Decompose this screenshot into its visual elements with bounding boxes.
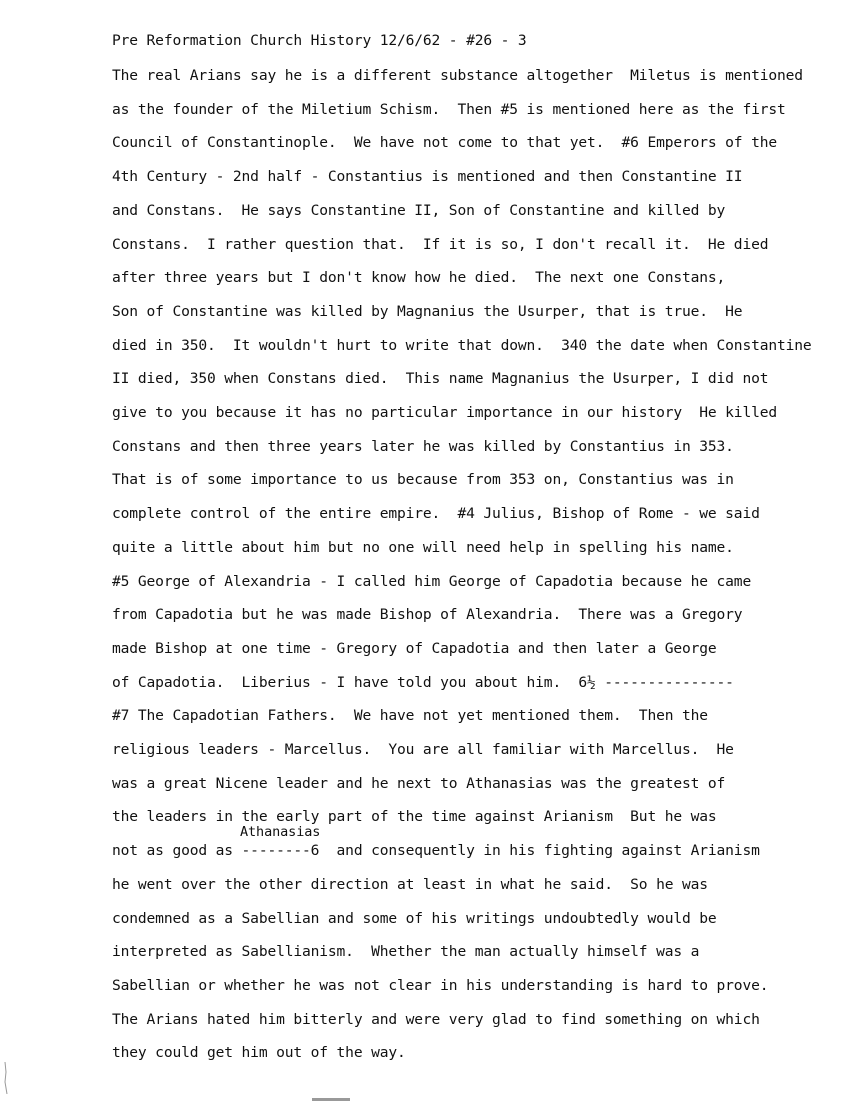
bottom-edge-mark	[312, 1098, 350, 1101]
text-line: they could get him out of the way.	[112, 1044, 406, 1062]
page-header: Pre Reformation Church History 12/6/62 - #26 - 3	[112, 32, 527, 49]
text-line: died in 350. It wouldn't hurt to write that down. 340 the date when Constantine	[112, 336, 812, 354]
text-line: was a great Nicene leader and he next to Athanasias was the greatest of	[112, 774, 726, 792]
text-line: Constans. I rather question that. If it is so, I don't recall it. He died	[112, 235, 769, 253]
text-line: from Capadotia but he was made Bishop of Alexandria. There was a Gregory	[112, 606, 743, 624]
text-line: condemned as a Sabellian and some of his writings undoubtedly would be	[112, 909, 717, 927]
text-line: quite a little about him but no one will need help in spelling his name.	[112, 538, 734, 556]
text-line: of Capadotia. Liberius - I have told you about him. 6½ ---------------	[112, 673, 734, 691]
text-line: #7 The Capadotian Fathers. We have not yet mentioned them. Then the	[112, 707, 708, 725]
text-line: Constans and then three years later he was killed by Constantius in 353.	[112, 437, 734, 455]
text-line: made Bishop at one time - Gregory of Capadotia and then later a George	[112, 639, 717, 657]
text-line: II died, 350 when Constans died. This name Magnanius the Usurper, I did not	[112, 370, 769, 388]
text-line: complete control of the entire empire. #4 Julius, Bishop of Rome - we said	[112, 505, 760, 523]
handwritten-insertion: Athanasias	[240, 824, 321, 840]
text-line: after three years but I don't know how he died. The next one Constans,	[112, 269, 726, 287]
text-line: That is of some importance to us because from 353 on, Constantius was in	[112, 471, 734, 489]
text-line: interpreted as Sabellianism. Whether the man actually himself was a	[112, 943, 700, 961]
text-line: Council of Constantinople. We have not come to that yet. #6 Emperors of the	[112, 134, 777, 152]
text-line: give to you because it has no particular importance in our history He killed	[112, 404, 777, 421]
text-line: the leaders in the early part of the time against Arianism But he was	[112, 808, 717, 826]
text-line: religious leaders - Marcellus. You are all familiar with Marcellus. He	[112, 741, 734, 758]
text-line: and Constans. He says Constantine II, Son of Constantine and killed by	[112, 201, 726, 219]
text-line: #5 George of Alexandria - I called him George of Capadotia because he came	[112, 572, 752, 590]
text-line: The real Arians say he is a different substance altogether Miletus is mentioned	[112, 67, 803, 84]
text-line: 4th Century - 2nd half - Constantius is mentioned and then Constantine II	[112, 168, 743, 186]
text-line: he went over the other direction at least in what he said. So he was	[112, 875, 708, 893]
margin-mark	[2, 1062, 10, 1094]
text-line: Son of Constantine was killed by Magnanius the Usurper, that is true. He	[112, 302, 743, 320]
text-line: not as good as --------6 and consequently in his fighting against Arianism	[112, 842, 760, 860]
text-line: Sabellian or whether he was not clear in his understanding is hard to prove.	[112, 976, 769, 994]
text-line: as the founder of the Miletium Schism. Then #5 is mentioned here as the first	[112, 100, 786, 118]
text-line: The Arians hated him bitterly and were very glad to find something on which	[112, 1010, 760, 1028]
